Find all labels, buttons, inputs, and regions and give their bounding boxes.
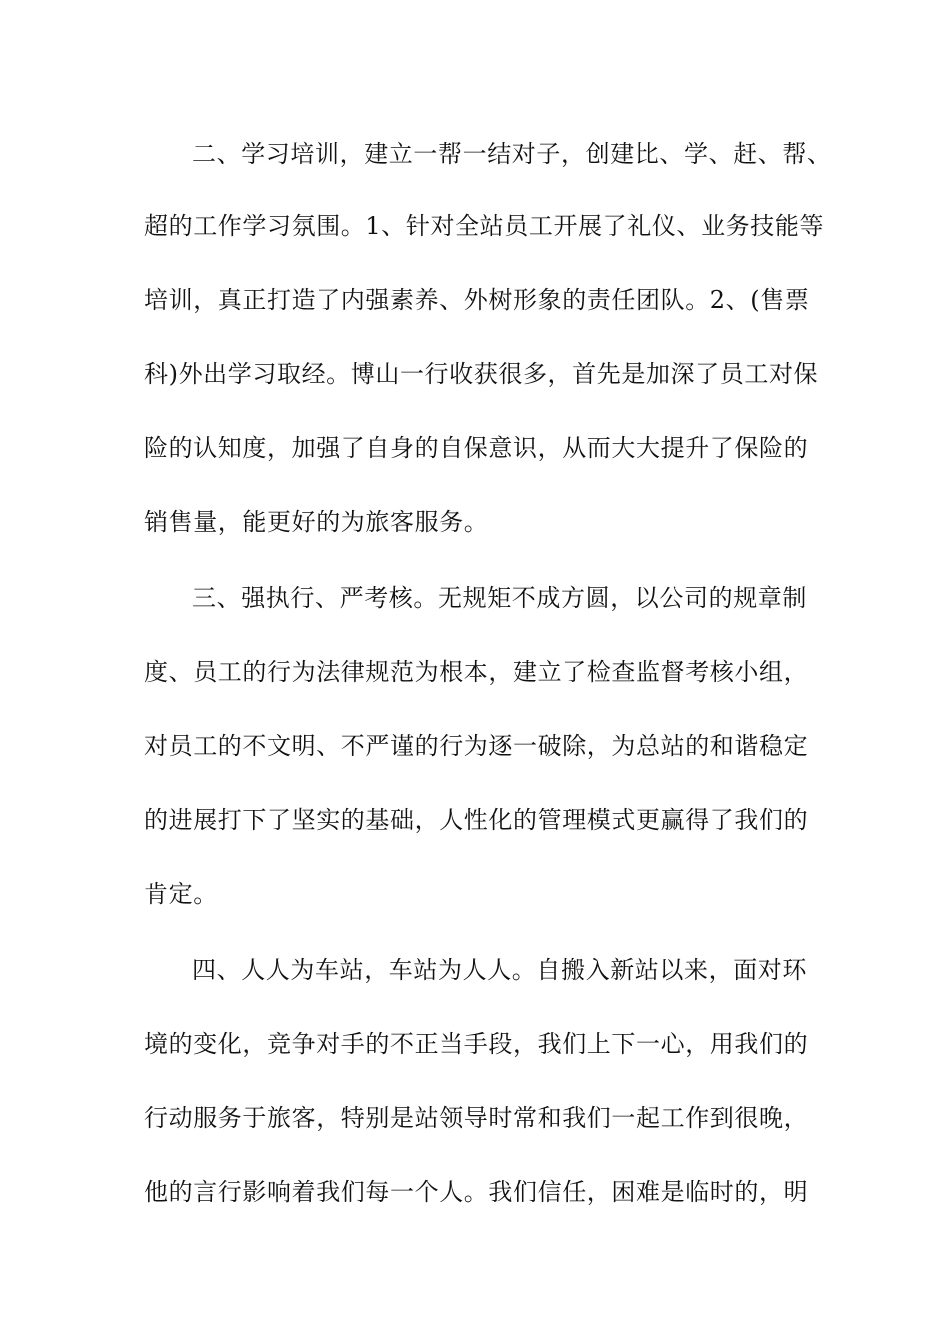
paragraph-3-line-1: 三、强执行、严考核。无规矩不成方圆，以公司的规章制 xyxy=(192,584,807,612)
paragraph-4-line-3: 行动服务于旅客，特别是站领导时常和我们一起工作到很晚， xyxy=(144,1104,809,1132)
paragraph-2-line-6: 销售量，能更好的为旅客服务。 xyxy=(144,508,489,536)
paragraph-2-line-2: 超的工作学习氛围。1、针对全站员工开展了礼仪、业务技能等 xyxy=(144,212,825,240)
paragraph-3-line-2: 度、员工的行为法律规范为根本，建立了检查监督考核小组， xyxy=(144,658,809,686)
paragraph-3-line-5: 肯定。 xyxy=(144,880,218,908)
paragraph-4-line-4: 他的言行影响着我们每一个人。我们信任，困难是临时的，明 xyxy=(144,1178,809,1206)
paragraph-2-line-4: 科)外出学习取经。博山一行收获很多，首先是加深了员工对保 xyxy=(144,360,819,388)
paragraph-4-line-2: 境的变化，竞争对手的不正当手段，我们上下一心，用我们的 xyxy=(144,1030,809,1058)
paragraph-3-line-3: 对员工的不文明、不严谨的行为逐一破除，为总站的和谐稳定 xyxy=(144,732,809,760)
paragraph-4-line-1: 四、人人为车站，车站为人人。自搬入新站以来，面对环 xyxy=(192,956,807,984)
paragraph-2-line-3: 培训，真正打造了内强素养、外树形象的责任团队。2、(售票 xyxy=(144,286,810,314)
paragraph-3-line-4: 的进展打下了坚实的基础，人性化的管理模式更赢得了我们的 xyxy=(144,806,809,834)
paragraph-2-line-5: 险的认知度，加强了自身的自保意识，从而大大提升了保险的 xyxy=(144,434,809,462)
paragraph-2-line-1: 二、学习培训，建立一帮一结对子，创建比、学、赶、帮、 xyxy=(192,140,832,168)
